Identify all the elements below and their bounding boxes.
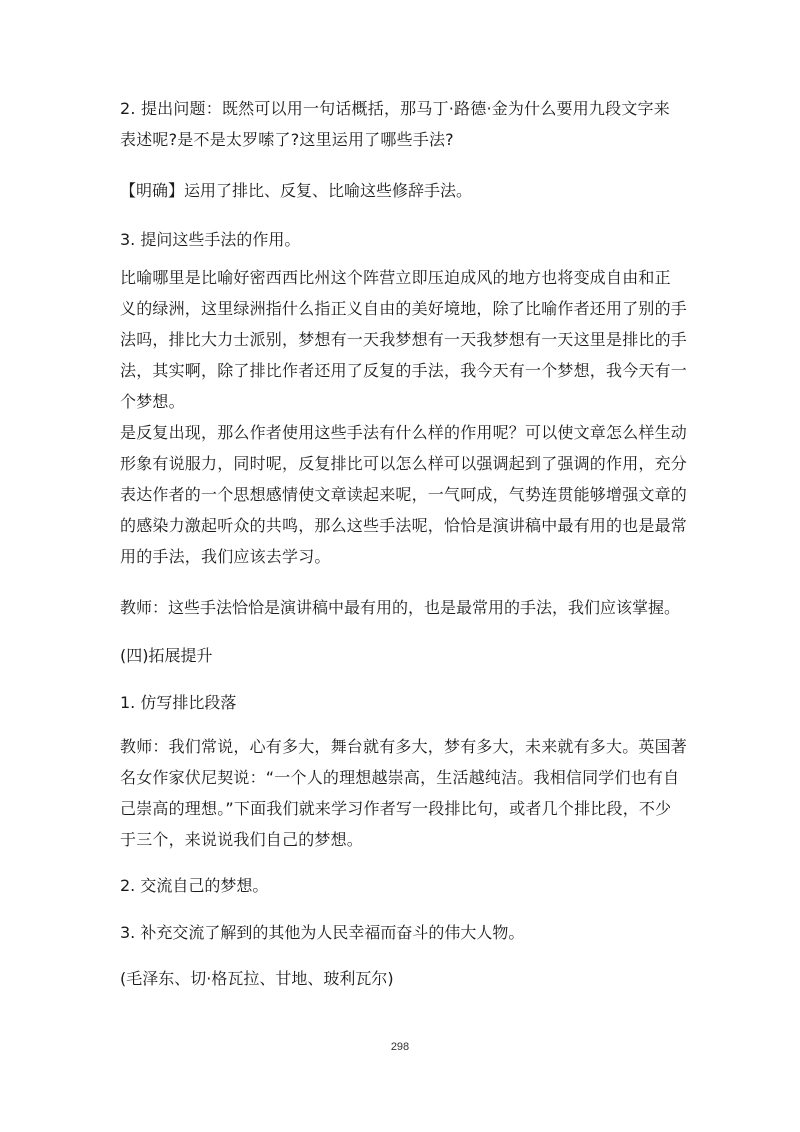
section-heading-extension: (四)拓展提升: [120, 646, 213, 665]
page-number: 298: [390, 1041, 410, 1053]
text-line: 法，其实啊，除了排比作者还用了反复的手法，我今天有一个梦想，我今天有一: [120, 361, 688, 380]
paragraph-figures-list: (毛泽东、切·格瓦拉、甘地、玻利瓦尔): [120, 969, 394, 988]
paragraph-rhetoric-analysis: [120, 262, 688, 572]
text-line: 2. 提出问题：既然可以用一句话概括，那马丁·路德·金为什么要用九段文字来: [120, 99, 670, 118]
text-line: 表述呢?是不是太罗嗦了?这里运用了哪些手法?: [120, 130, 454, 149]
text-line: 的感染力激起听众的共鸣，那么这些手法呢，恰恰是演讲稿中最有用的也是最常: [120, 516, 688, 535]
text-line: 己崇高的理想。”下面我们就来学习作者写一段排比句，或者几个排比段，不少: [120, 799, 672, 818]
paragraph-teacher-instruction: [120, 731, 688, 855]
text-line: 是反复出现，那么作者使用这些手法有什么样的作用呢？可以使文章怎么样生动: [120, 423, 688, 442]
text-line: 法吗，排比大力士派别，梦想有一天我梦想有一天我梦想有一天这里是排比的手: [120, 330, 688, 349]
paragraph-question-prompt: [120, 93, 680, 155]
text-line: 表达作者的一个思想感情使文章读起来呢，一气呵成，气势连贯能够增强文章的: [120, 485, 688, 504]
text-line: 比喻哪里是比喻好密西西比州这个阵营立即压迫成风的地方也将变成自由和正: [120, 268, 671, 287]
text-line: 义的绿洲，这里绿洲指什么指正义自由的美好境地，除了比喻作者还用了别的手: [120, 299, 688, 318]
text-line: 用的手法，我们应该去学习。: [120, 547, 331, 566]
paragraph-clarification: 【明确】运用了排比、反复、比喻这些修辞手法。: [120, 181, 473, 200]
text-line: 于三个，来说说我们自己的梦想。: [120, 830, 364, 849]
paragraph-question-effect: 3. 提问这些手法的作用。: [120, 230, 301, 249]
text-line: 教师：我们常说，心有多大，舞台就有多大，梦有多大，未来就有多大。英国著: [120, 737, 688, 756]
text-line: 名女作家伏尼契说：“一个人的理想越崇高，生活越纯洁。我相信同学们也有自: [120, 768, 680, 787]
paragraph-task-supplement: 3. 补充交流了解到的其他为人民幸福而奋斗的伟大人物。: [120, 923, 525, 942]
paragraph-teacher-summary: 教师：这些手法恰恰是演讲稿中最有用的，也是最常用的手法，我们应该掌握。: [120, 598, 681, 617]
text-line: 形象有说服力，同时呢，反复排比可以怎么样可以强调起到了强调的作用，充分: [120, 454, 688, 473]
paragraph-task-imitation: 1. 仿写排比段落: [120, 693, 237, 712]
text-line: 个梦想。: [120, 392, 185, 411]
paragraph-task-share: 2. 交流自己的梦想。: [120, 876, 269, 895]
